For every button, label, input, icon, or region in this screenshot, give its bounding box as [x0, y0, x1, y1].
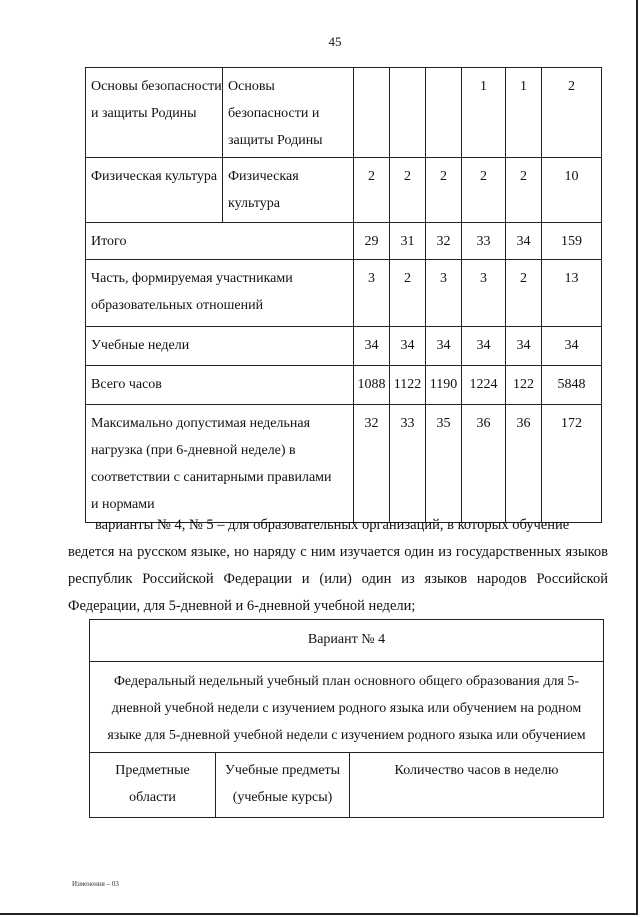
grade-6-cell: 34	[390, 327, 426, 366]
variant-description: Федеральный недельный учебный план основного общего образования для 5-дневной учебной недели с изучением родного языка или обучением на родном языке для 5-дневной учебной недели с изучением родного языка или обучением	[90, 662, 604, 753]
curriculum-table-continued	[85, 67, 602, 523]
grade-8-cell: 36	[462, 405, 506, 523]
total-cell: 13	[542, 260, 602, 327]
grade-9-cell: 2	[506, 158, 542, 223]
grade-9-cell: 1	[506, 68, 542, 158]
variants-paragraph	[68, 512, 608, 620]
page-number: 45	[328, 34, 342, 49]
table-row	[86, 158, 602, 223]
grade-5-cell: 32	[354, 405, 390, 523]
paragraph-first-line: варианты № 4, № 5 – для образовательных организаций, в которых обучение	[95, 517, 570, 533]
total-cell: 159	[542, 223, 602, 260]
grade-6-cell: 1122	[390, 366, 426, 405]
grade-8-cell: 1	[462, 68, 506, 158]
grade-7-cell: 34	[426, 327, 462, 366]
grade-8-cell: 34	[462, 327, 506, 366]
grade-8-cell: 1224	[462, 366, 506, 405]
variant-title: Вариант № 4	[90, 620, 604, 662]
table-row	[86, 260, 602, 327]
grade-7-cell: 3	[426, 260, 462, 327]
table-row	[86, 405, 602, 523]
row-label: Учебные недели	[86, 327, 354, 366]
grade-5-cell: 2	[354, 158, 390, 223]
grade-9-cell: 36	[506, 405, 542, 523]
paragraph-body: ведется на русском языке, но наряду с ним изучается один из государственных языков республик Российской Федерации и (или) один из языков народов Российской Федерации, для 5-дневной и 6-дневной учебной недели;	[68, 544, 608, 614]
grade-9-cell: 34	[506, 223, 542, 260]
row-label: Итого	[86, 223, 354, 260]
grade-5-cell: 34	[354, 327, 390, 366]
total-cell: 10	[542, 158, 602, 223]
grade-5-cell: 29	[354, 223, 390, 260]
grade-8-cell: 33	[462, 223, 506, 260]
footer-note: Изменения – 03	[72, 880, 119, 888]
variant-4-table	[89, 619, 604, 818]
table-row	[86, 366, 602, 405]
grade-8-cell: 2	[462, 158, 506, 223]
grade-6-cell: 33	[390, 405, 426, 523]
grade-7-cell: 2	[426, 158, 462, 223]
grade-5-cell: 3	[354, 260, 390, 327]
grade-6-cell: 2	[390, 158, 426, 223]
total-cell: 2	[542, 68, 602, 158]
grade-6-cell: 2	[390, 260, 426, 327]
grade-9-cell: 2	[506, 260, 542, 327]
grade-9-cell: 34	[506, 327, 542, 366]
row-area: Основы безопасности и защиты Родины	[86, 68, 223, 158]
row-label: Максимально допустимая недельная нагрузка (при 6-дневной неделе) в соответствии с санитарными правилами и нормами	[86, 405, 354, 523]
grade-6-cell	[390, 68, 426, 158]
table-row	[86, 327, 602, 366]
total-cell: 34	[542, 327, 602, 366]
row-subject: Физическая культура	[223, 158, 354, 223]
grade-8-cell: 3	[462, 260, 506, 327]
total-cell: 5848	[542, 366, 602, 405]
row-subject: Основы безопасности и защиты Родины	[223, 68, 354, 158]
row-label: Всего часов	[86, 366, 354, 405]
grade-7-cell	[426, 68, 462, 158]
row-area: Физическая культура	[86, 158, 223, 223]
grade-7-cell: 1190	[426, 366, 462, 405]
grade-7-cell: 32	[426, 223, 462, 260]
header-hours-per-week: Количество часов в неделю	[350, 753, 604, 818]
header-subjects: Учебные предметы (учебные курсы)	[216, 753, 350, 818]
row-label: Часть, формируемая участниками образовательных отношений	[86, 260, 354, 327]
total-cell: 172	[542, 405, 602, 523]
table-row	[86, 68, 602, 158]
grade-6-cell: 31	[390, 223, 426, 260]
grade-5-cell	[354, 68, 390, 158]
grade-9-cell: 122	[506, 366, 542, 405]
header-subject-areas: Предметные области	[90, 753, 216, 818]
grade-7-cell: 35	[426, 405, 462, 523]
table-row	[86, 223, 602, 260]
grade-5-cell: 1088	[354, 366, 390, 405]
